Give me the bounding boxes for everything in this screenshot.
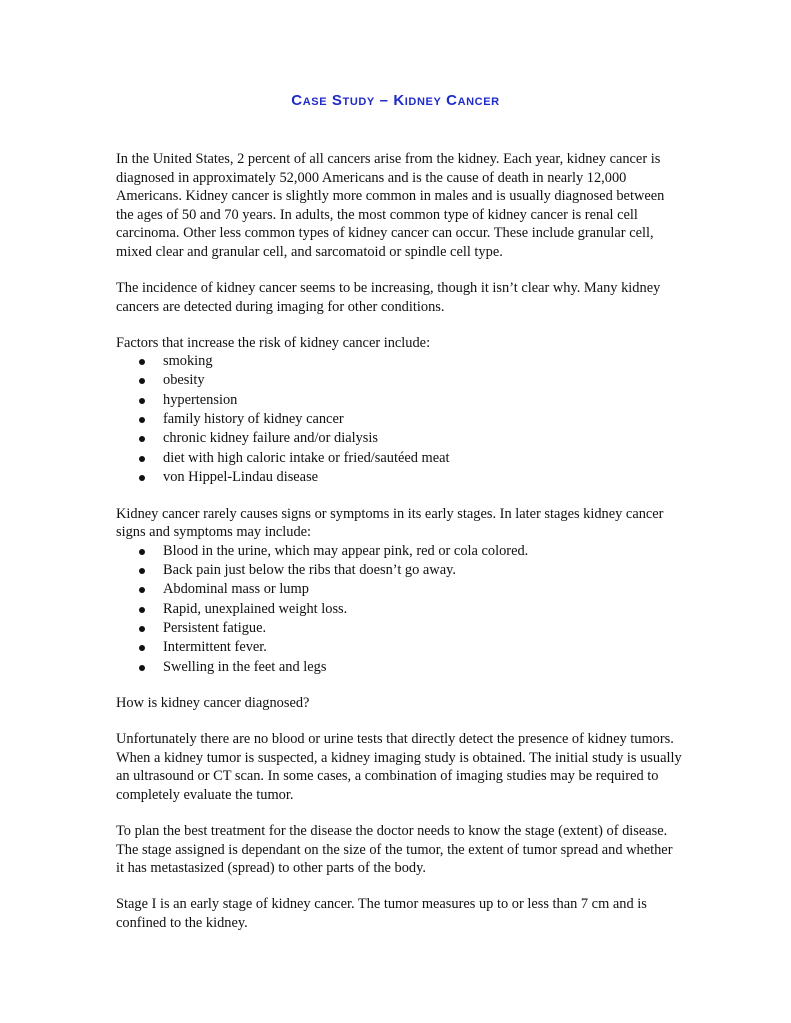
list-item: Abdominal mass or lump xyxy=(163,580,682,599)
bullet-icon xyxy=(139,549,145,555)
document-body xyxy=(116,150,682,950)
list-item: family history of kidney cancer xyxy=(163,410,682,429)
symptoms-intro: Kidney cancer rarely causes signs or symptoms in its early stages. In later stages kidney cancer signs and symptoms may include: xyxy=(116,505,664,541)
list-item: Intermittent fever. xyxy=(163,638,682,657)
risk-factors-list xyxy=(116,352,682,487)
risk-factors-intro: Factors that increase the risk of kidney cancer include: xyxy=(116,334,431,351)
bullet-icon xyxy=(139,568,145,574)
diagnosis-paragraph: Unfortunately there are no blood or urine tests that directly detect the presence of kidney tumors. When a kidney tumor is suspected, a kidney imaging study is obtained. The initial study is usually an ultrasound or CT scan. In some cases, a combination of imaging studies may be required to completely evaluate the tumor. xyxy=(116,731,682,804)
list-item: hypertension xyxy=(163,391,682,410)
bullet-icon xyxy=(139,436,145,442)
list-item: smoking xyxy=(163,352,682,371)
staging-paragraph: To plan the best treatment for the disease the doctor needs to know the stage (extent) of disease. The stage assigned is dependant on the size of the tumor, the extent of tumor spread and whether it has metastasized (spread) to other parts of the body. xyxy=(116,823,673,877)
bullet-icon xyxy=(139,378,145,384)
bullet-icon xyxy=(139,626,145,632)
list-item: Blood in the urine, which may appear pink, red or cola colored. xyxy=(163,542,682,561)
list-item: Swelling in the feet and legs xyxy=(163,658,682,677)
list-item: Back pain just below the ribs that doesn’t go away. xyxy=(163,561,682,580)
intro-paragraph: In the United States, 2 percent of all cancers arise from the kidney. Each year, kidney cancer is diagnosed in approximately 52,000 Americans and is the cause of death in nearly 12,000 Americans. Kidney cancer is slightly more common in males and is usually diagnosed between the ages of 50 and 70 years. In adults, the most common type of kidney cancer is renal cell carcinoma. Other less common types of kidney cancer can occur. These include granular cell, mixed clear and granular cell, and sarcomatoid or spindle cell type. xyxy=(116,151,665,260)
bullet-icon xyxy=(139,359,145,365)
list-item: diet with high caloric intake or fried/sautéed meat xyxy=(163,449,682,468)
bullet-icon xyxy=(139,475,145,481)
document-title: Case Study – Kidney Cancer xyxy=(291,92,500,109)
stage-one-paragraph: Stage I is an early stage of kidney cancer. The tumor measures up to or less than 7 cm and is confined to the kidney. xyxy=(116,896,647,931)
bullet-icon xyxy=(139,456,145,462)
list-item: von Hippel-Lindau disease xyxy=(163,468,682,487)
list-item: obesity xyxy=(163,371,682,390)
bullet-icon xyxy=(139,665,145,671)
bullet-icon xyxy=(139,587,145,593)
symptoms-list xyxy=(116,542,682,677)
list-item: Rapid, unexplained weight loss. xyxy=(163,600,682,619)
bullet-icon xyxy=(139,645,145,651)
list-item: Persistent fatigue. xyxy=(163,619,682,638)
incidence-paragraph: The incidence of kidney cancer seems to be increasing, though it isn’t clear why. Many kidney cancers are detected during imaging for other conditions. xyxy=(116,279,661,315)
bullet-icon xyxy=(139,398,145,404)
bullet-icon xyxy=(139,417,145,423)
list-item: chronic kidney failure and/or dialysis xyxy=(163,429,682,448)
diagnosis-question: How is kidney cancer diagnosed? xyxy=(116,695,310,712)
bullet-icon xyxy=(139,607,145,613)
